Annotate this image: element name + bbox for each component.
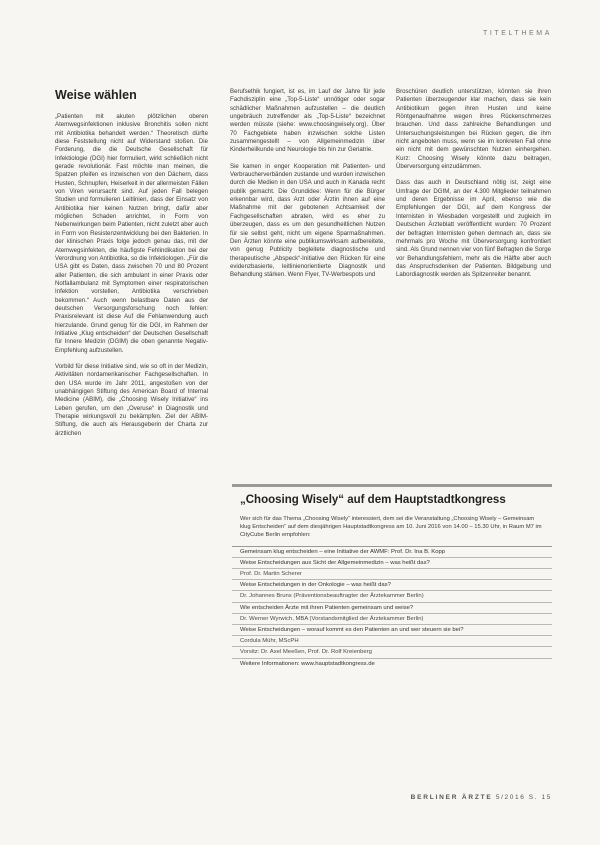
column-1 xyxy=(55,88,208,446)
program-more-info: Weitere Informationen: www.hauptstadtkongress.de xyxy=(232,658,552,669)
program-row: Wie entscheiden Ärzte mit ihren Patienten gemeinsam und weise? xyxy=(232,602,552,613)
article-heading: Weise wählen xyxy=(55,88,137,102)
column-2 xyxy=(230,88,385,288)
program-speaker: Dr. Werner Wyrwich, MBA (Vorstandsmitglied der Ärztekammer Berlin) xyxy=(232,613,552,624)
program-speaker: Cordula Mühr, MScPH xyxy=(232,635,552,646)
info-box-title: „Choosing Wisely“ auf dem Hauptstadtkongress xyxy=(240,494,506,506)
program-speaker: Dr. Johannes Bruns (Präventionsbeauftragter der Ärztekammer Berlin) xyxy=(232,590,552,601)
program-row: Gemeinsam klug entscheiden – eine Initiative der AWMF: Prof. Dr. Ina B. Kopp xyxy=(232,546,552,557)
paragraph: Dass das auch in Deutschland nötig ist, zeigt eine Umfrage der DGIM, an der 4.300 Mitglieder teilnahmen und deren Ergebnisse im April, ebenso wie die Empfehlungen der DGI, auf dem Kongress der Internisten in Wiesbaden vorgestellt und zugleich im Deutschen Ärzteblatt veröffentlicht wurden: 70 Prozent der befragten Internisten gehen demnach an, dass sie mehrmals pro Woche mit Überversorgung konfrontiert sind. Als Grund nennen vier von fünf Befragten die Sorge vor Behandlungsfehlern, mehr als die Hälfte aber auch das Anspruchsdenken der Patienten. Bildgebung und Labordiagnostik werden als Spitzenreiter benannt. xyxy=(396,179,551,279)
paragraph: Berufsethik fungiert, ist es, im Lauf der Jahre für jede Fachdisziplin eine „Top-5-Liste“ unnötiger oder sogar schädlicher Maßnahmen aufzustellen – die deutlich ungebräuch zutreffender als „Top-5-Liste“ bezeichnet werden müsste (siehe: www.choosingwisely.org). Über 70 Fachgebiete haben inzwischen solche Listen zusammengestellt – von Allgemeinmedizin über Kinderheilkunde und Neurologie bis hin zur Geriatrie. xyxy=(230,88,385,154)
info-box xyxy=(232,484,552,669)
paragraph: Broschüren deutlich unterstützen, könnten sie ihren Patienten überzeugender klar machen, dass sie kein Antibiotikum gegen ihren Husten und keine Röntgenaufnahme wegen ihres Rückenschmerzes brauchen. Und dass zahlreiche Behandlungen und Untersuchungsleistungen bei Rücken gegen, die ihm nicht angeboten muss, wenn sie im konkreten Fall ohne ein nicht mit dem gewünschten Nutzen einhergehen. Kurz: Choosing Wisely könnte dazu beitragen, Überversorgung einzudämmen. xyxy=(396,88,551,171)
paragraph: „Patienten mit akuten plötzlichen oberen Atemwegsinfektionen inklusive Bronchitis sollen nicht mit Antibiotika behandelt werden.“ Theoretisch dürfte diese Feststellung nicht auf Widerstand stoßen. Die Forderung, die die Deutsche Gesellschaft für Infektiologie (DGI) hier formuliert, wirkt schließlich nicht gerade revolutionär. Fast möchte man meinen, die Spatzen pfeifen es inzwischen von den Dächern, dass Husten, Schnupfen, Heiserkeit in der allermeisten Fällen von Viren verursacht sind. Auf jeden Fall belegen Studien und formulieren Leitlinien, dass der Einsatz von Antibiotika hier keinen Nutzen bringt, dafür aber möglichen Schaden anrichtet, in Form von Nebenwirkungen beim Patienten, nicht zuletzt aber auch in Form von Resistenzentwicklung bei den Bakterien. In der klinischen Praxis folge jedoch genau das, mit der Atemwegsinfekten, die häufigste Fehlindikation bei der Verordnung von Antibiotika, so die Infektiologen. „Für die USA gibt es Daten, dass zwischen 70 und 80 Prozent aller Patienten, die sich ambulant in einer Praxis oder Notfallambulanz mit Symptomen einer respiratorischen Infektion vorstellen, Antibiotika verschrieben bekommen.“ Auch wenn belastbare Daten aus der deutschen Versorgungsforschung noch fehlen: Praxisrelevant ist diese Auf die Fehlanwendung auch hierzulande. Grund genug für die DGI, im Rahmen der Initiative „Klug entscheiden“ der Deutschen Gesellschaft für Innere Medizin (DGIM) die oben genannte Negativ-Empfehlung aufzustellen. xyxy=(55,113,208,354)
issue-page: 5/2016 S. 15 xyxy=(495,794,552,801)
page-footer xyxy=(411,794,552,801)
program-row: Weise Entscheidungen aus Sicht der Allgemeinmedizin – was heißt das? xyxy=(232,557,552,568)
program-row: Weise Entscheidungen – worauf kommt es den Patienten an und wer steuern sie bei? xyxy=(232,624,552,635)
paragraph: Sie kamen in enger Kooperation mit Patienten- und Verbraucherverbänden zustande und wurden inzwischen durch die Medien in den USA und auch in Kanada recht publik gemacht. Die Grundidee: Wenn für die Bürger erkennbar wird, dass Arzt oder Ärztin ihnen auf eine Maßnahme mit der gebotenen Achtsamkeit der Fachgesellschaften abraten, wird es eher zu überzeugen, dass es um den gesundheitlichen Nutzen für sie selbst geht, nicht um eigene Sparmaßnahmen. Den Ärzten könnte eine publikumswirksam aufbereitete, von genug Publicity begleitete diagnostische und therapeutische „Abspeck“-Initiative den Rücken für eine evidenzbasierte, leitlinienorientierte Diagnostik und Behandlung stärken. Wenn Flyer, TV-Werbespots und xyxy=(230,162,385,279)
column-3 xyxy=(396,88,551,288)
info-box-intro: Wer sich für das Thema „Choosing Wisely“ interessiert, dem sei die Veranstaltung „Choosing Wisely – Gemeinsam klug Entscheiden“ auf dem diesjährigen Hauptstadtkongress am 10. Juni 2016 von 14.00 – 15.30 Uhr, in Raum M7 im CityCube Berlin empfohlen: xyxy=(240,516,542,539)
program-speaker: Prof. Dr. Martin Scherer xyxy=(232,568,552,579)
section-label: TITELTHEMA xyxy=(482,30,552,37)
program-list xyxy=(232,546,552,669)
paragraph: Vorbild für diese Initiative sind, wie so oft in der Medizin, Aktivitäten nordamerikanischer Fachgesellschaften. In den USA wurde im Jahr 2011, angestoßen von der unabhängigen Stiftung des American Board of Internal Medicine (ABIM), die „Choosing Wisely Initiative“ ins Leben gerufen, um den „Overuse“ in Diagnostik und Therapie wirkungsvoll zu bekämpfen. Ziel der ABIM-Stiftung, die auch als Herausgeberin der Charta zur ärztlichen xyxy=(55,362,208,437)
program-row: Weise Entscheidungen in der Onkologie – was heißt das? xyxy=(232,579,552,590)
program-chair: Vorsitz: Dr. Axel Meeßen, Prof. Dr. Rolf Kreienberg xyxy=(232,646,552,657)
publication-name: BERLINER ÄRZTE xyxy=(410,794,493,801)
